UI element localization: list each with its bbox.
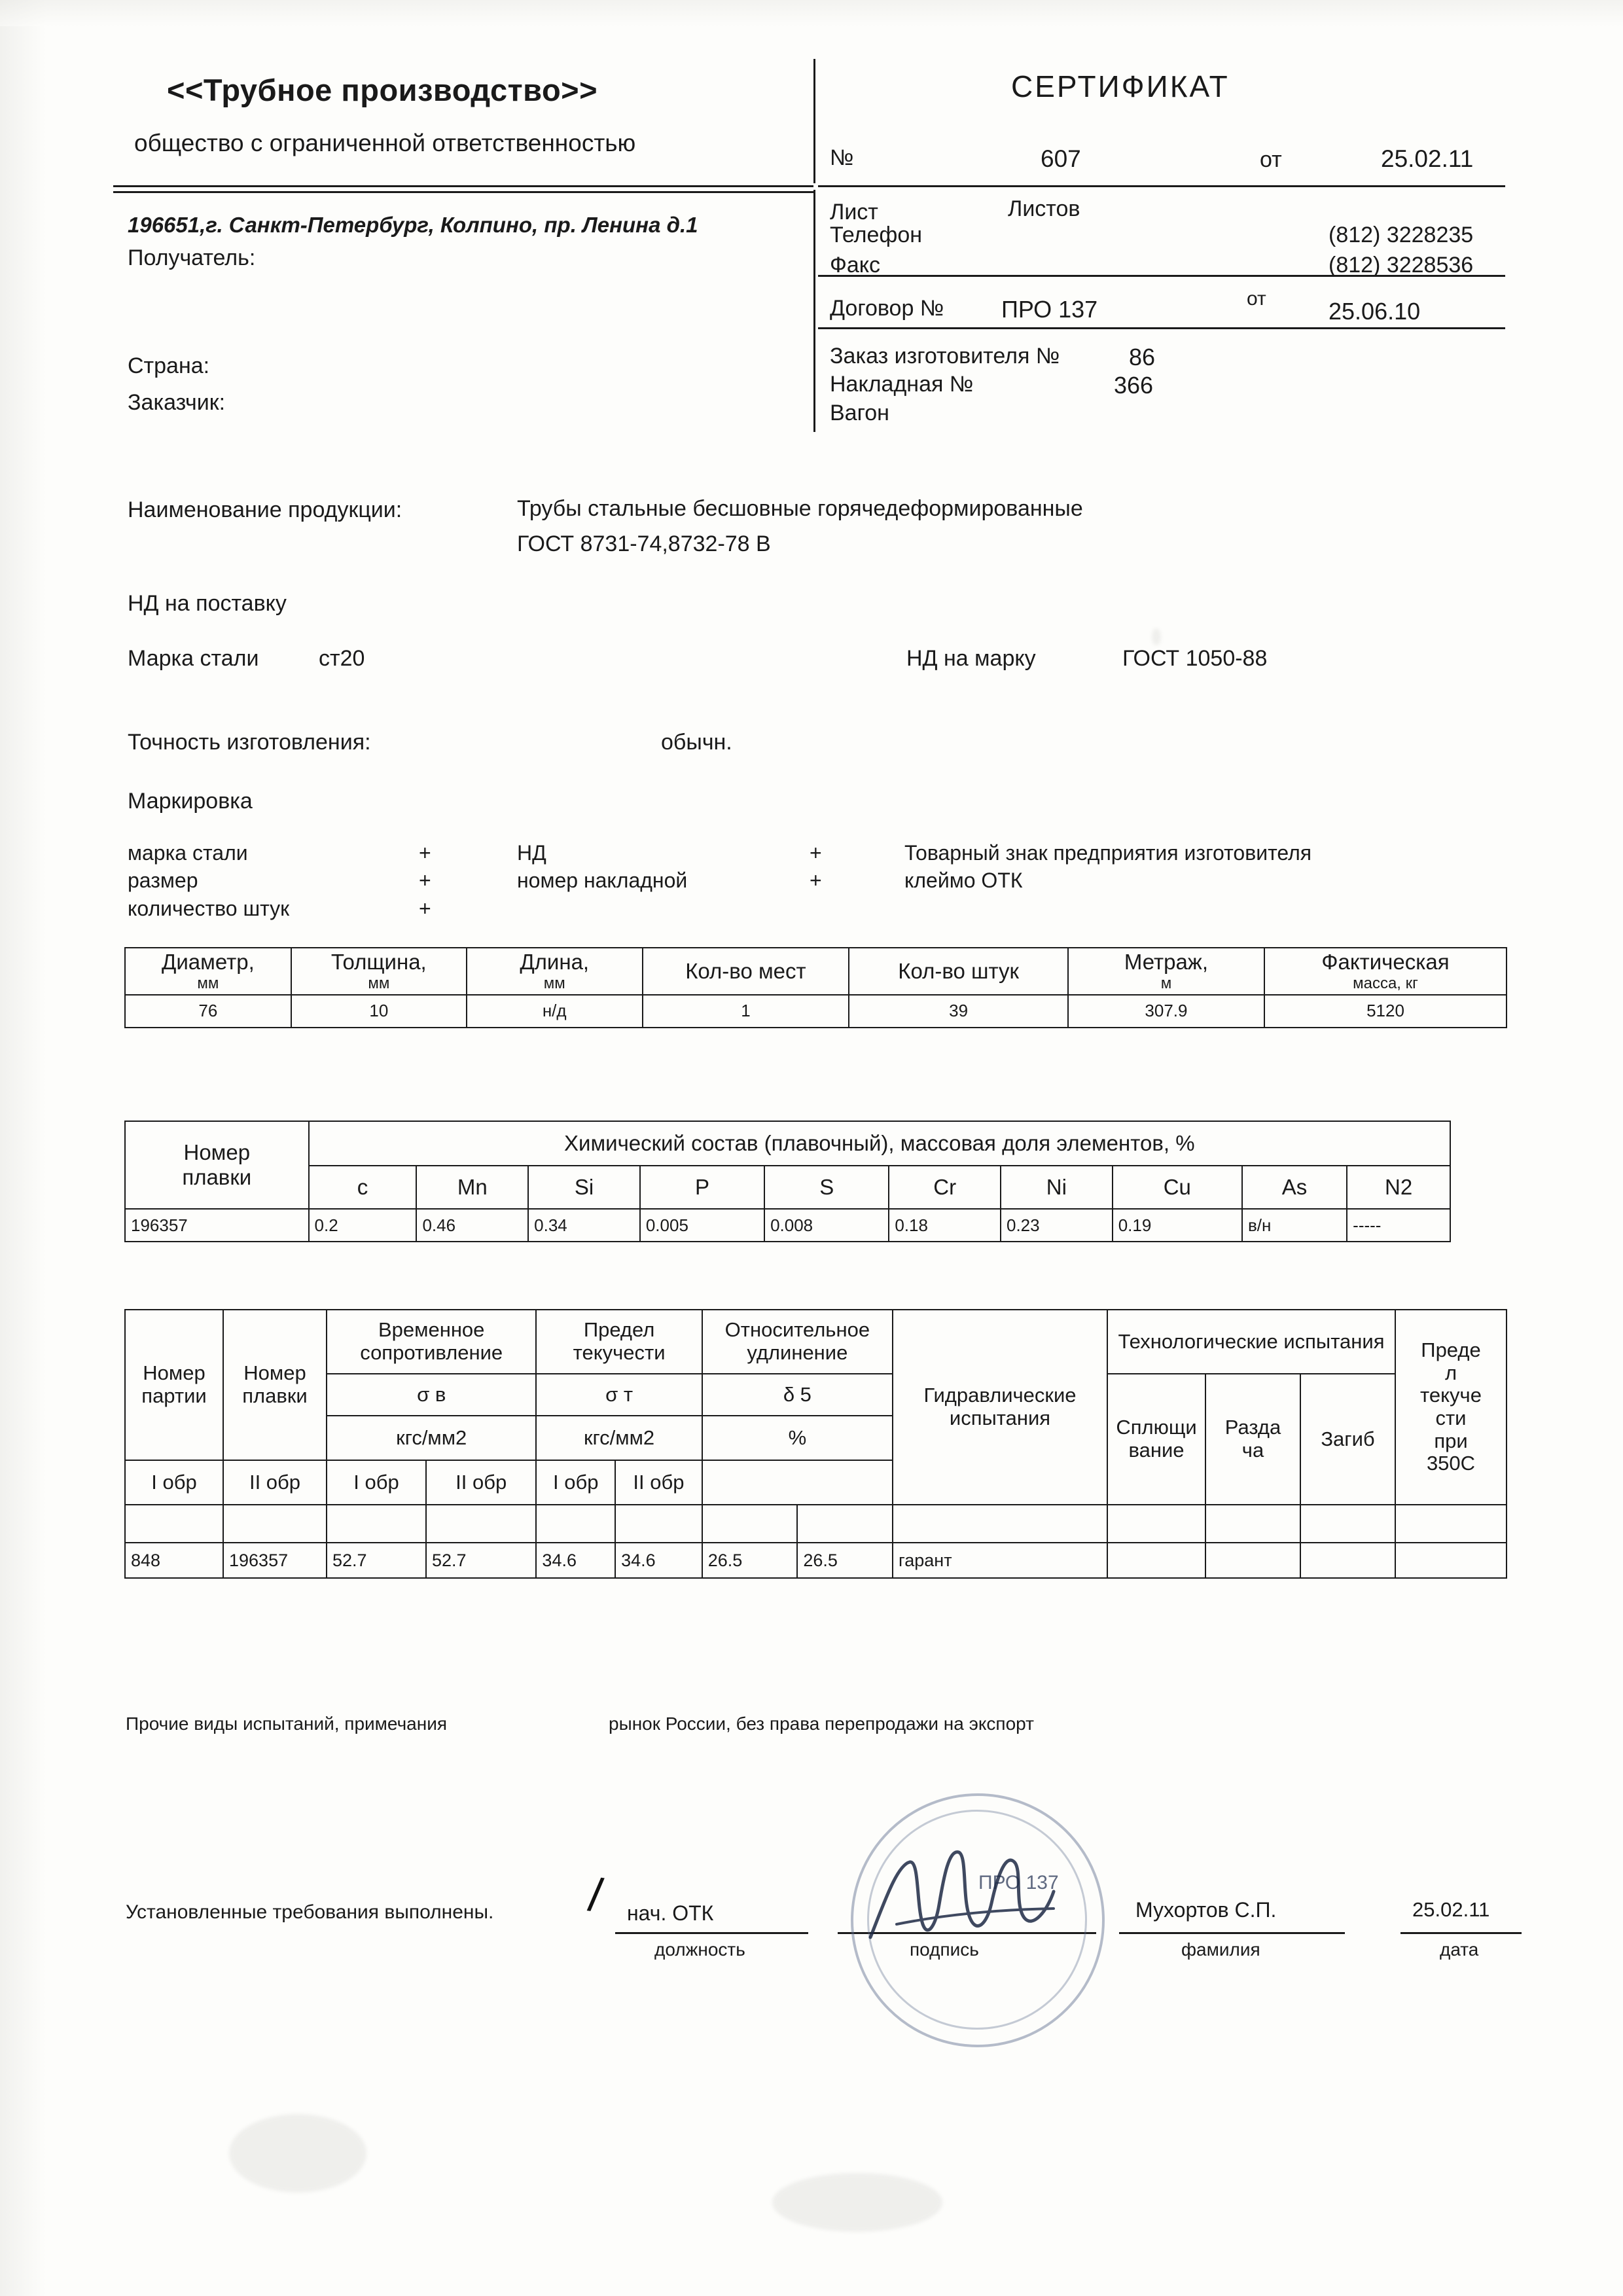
table-header-row (125, 948, 1507, 995)
date-rule (1400, 1932, 1522, 1934)
col-elongation (702, 1310, 893, 1374)
col-yield350-line3: текуче (1420, 1384, 1482, 1407)
blank-cell-10 (1107, 1505, 1205, 1543)
cell-expansion (1205, 1543, 1300, 1578)
yield-spec2: II обр (426, 1460, 536, 1505)
cell-c: 0.2 (309, 1209, 417, 1242)
col-flattening-line1: Сплющи (1116, 1416, 1197, 1439)
steel-grade-label: Марка стали (128, 646, 259, 671)
cell-n2: ----- (1347, 1209, 1450, 1242)
waybill-label: Накладная № (830, 372, 974, 397)
cell-cu: 0.19 (1113, 1209, 1242, 1242)
cell-yield-1: 34.6 (536, 1543, 615, 1578)
steel-grade-value: ст20 (319, 646, 365, 671)
cell-p: 0.005 (640, 1209, 764, 1242)
elongation-spec2: II обр (615, 1460, 702, 1505)
phone-label: Телефон (830, 223, 923, 247)
marking-row2-check2: + (810, 869, 822, 892)
col-length-title: Длина, (520, 950, 590, 974)
col-expansion-line1: Разда (1224, 1416, 1281, 1439)
col-element-as: As (1242, 1166, 1347, 1209)
col-yield-line1: Предел (583, 1318, 655, 1342)
marking-row1-item3: Товарный знак предприятия изготовителя (904, 841, 1312, 865)
tensile-unit: кгс/мм2 (327, 1416, 536, 1460)
col-technological-tests: Технологические испытания (1107, 1310, 1395, 1374)
waybill-value: 366 (1114, 372, 1154, 399)
certificate-number-value: 607 (1041, 145, 1081, 172)
col-tensile-line2: сопротивление (360, 1341, 503, 1364)
contract-date-value: 25.06.10 (1329, 298, 1421, 325)
surname-value: Мухортов С.П. (1135, 1898, 1277, 1922)
marking-label: Маркировка (128, 789, 253, 814)
manufacturer-order-value: 86 (1129, 344, 1156, 370)
cell-elongation-1: 26.5 (702, 1543, 798, 1578)
col-yield350-line5: при (1434, 1429, 1468, 1452)
col-diameter (125, 948, 291, 995)
position-label: должность (654, 1939, 745, 1960)
tensile-spec2: II обр (223, 1460, 327, 1505)
product-name-line2: ГОСТ 8731-74,8732-78 В (517, 531, 771, 556)
stamp-text: ПРО 137 (978, 1872, 1059, 1893)
col-yield350-line4: сти (1435, 1407, 1467, 1429)
col-places (643, 948, 849, 995)
fax-label: Факс (830, 253, 881, 278)
cell-yield-350 (1395, 1543, 1507, 1578)
col-hydraulic-line2: испытания (949, 1407, 1051, 1429)
marking-row1-check1: + (419, 841, 431, 865)
col-party-number-line2: партии (141, 1384, 207, 1407)
cell-si: 0.34 (528, 1209, 640, 1242)
col-party-number-line1: Номер (143, 1361, 205, 1385)
col-element-ni: Ni (1001, 1166, 1113, 1209)
blank-cell-6 (615, 1505, 702, 1543)
col-places-title: Кол-во мест (685, 958, 806, 983)
col-expansion-line2: ча (1241, 1439, 1264, 1462)
surname-rule (1119, 1932, 1345, 1934)
cell-ni: 0.23 (1001, 1209, 1113, 1242)
cell-heat-number: 196357 (125, 1209, 309, 1242)
col-hydraulic-line1: Гидравлические (923, 1384, 1077, 1407)
col-element-cr: Cr (889, 1166, 1001, 1209)
col-thickness-unit: мм (368, 974, 390, 992)
marking-row3-item: количество штук (128, 897, 290, 920)
product-name-label: Наименование продукции: (128, 497, 402, 522)
certificate-title: СЕРТИФИКАТ (1011, 69, 1230, 103)
col-element-mn: Mn (416, 1166, 528, 1209)
signature-date-value: 25.02.11 (1412, 1898, 1490, 1921)
marking-row2-item: размер (128, 869, 198, 892)
col-pieces-title: Кол-во штук (898, 958, 1019, 983)
col-element-p: P (640, 1166, 764, 1209)
header-rule-right-3 (818, 327, 1505, 329)
scan-smudge-3 (772, 2173, 942, 2232)
col-flattening (1107, 1374, 1205, 1505)
col-diameter-title: Диаметр, (162, 950, 255, 974)
chemical-title: Химический состав (плавочный), массовая доля элементов, % (309, 1121, 1450, 1166)
cell-s: 0.008 (764, 1209, 889, 1242)
cell-length: н/д (467, 995, 643, 1028)
scan-smudge-1 (1152, 628, 1161, 645)
col-heat-number (125, 1121, 309, 1209)
nd-supply-label: НД на поставку (128, 591, 287, 616)
yield-unit: кгс/мм2 (536, 1416, 702, 1460)
elongation-spec1: I обр (536, 1460, 615, 1505)
blank-cell-9 (893, 1505, 1107, 1543)
col-actual-mass (1264, 948, 1507, 995)
marking-row2-item3: клеймо ОТК (904, 869, 1023, 892)
certificate-date-prefix: от (1260, 147, 1282, 172)
table-header-row-1 (125, 1310, 1507, 1374)
col-meterage (1068, 948, 1264, 995)
tensile-spec1: I обр (125, 1460, 223, 1505)
col-diameter-unit: мм (197, 974, 219, 992)
col-expansion (1205, 1374, 1300, 1505)
fax-value: (812) 3228536 (1329, 253, 1474, 278)
col-bend: Загиб (1300, 1374, 1395, 1505)
cell-pieces: 39 (849, 995, 1068, 1028)
col-tensile-line1: Временное (378, 1318, 485, 1342)
col-element-si: Si (528, 1166, 640, 1209)
col-length-unit: мм (543, 974, 565, 992)
product-name-line1: Трубы стальные бесшовные горячедеформированные (517, 496, 1083, 521)
nd-grade-value: ГОСТ 1050-88 (1122, 646, 1268, 671)
precision-label: Точность изготовления: (128, 730, 371, 755)
position-value: нач. ОТК (627, 1901, 714, 1925)
col-yield-line2: текучести (573, 1341, 666, 1364)
surname-label: фамилия (1181, 1939, 1260, 1960)
table-header-row-2 (125, 1374, 1507, 1416)
marking-row2-check1: + (419, 869, 431, 892)
phone-value: (812) 3228235 (1329, 223, 1474, 247)
blank-cell-13 (1395, 1505, 1507, 1543)
col-heat-number-line1: Номер (183, 1140, 251, 1164)
col-pieces (849, 948, 1068, 995)
col-element-c: c (309, 1166, 417, 1209)
col-elongation-line1: Относительное (724, 1318, 870, 1342)
col-yield-strength (536, 1310, 702, 1374)
cell-bend (1300, 1543, 1395, 1578)
col-element-cu: Cu (1113, 1166, 1242, 1209)
col-element-s: S (764, 1166, 889, 1209)
table-blank-row (125, 1505, 1507, 1543)
cell-as: в/н (1242, 1209, 1347, 1242)
company-address: 196651,г. Санкт-Петербург, Колпино, пр. Ленина д.1 (128, 213, 698, 237)
col-hydraulic-tests (893, 1310, 1107, 1505)
signature-slash-mark: / (585, 1868, 606, 1923)
company-legal-form: общество с ограниченной ответственностью (134, 130, 636, 156)
cell-party-number: 848 (125, 1543, 223, 1578)
certificate-number-label: № (830, 145, 854, 170)
other-tests-value: рынок России, без права перепродажи на экспорт (609, 1713, 1034, 1734)
dimensions-table (124, 947, 1507, 1028)
blank-cell-12 (1300, 1505, 1395, 1543)
col-element-n2: N2 (1347, 1166, 1450, 1209)
signature-label: подпись (910, 1939, 979, 1960)
cell-mn: 0.46 (416, 1209, 528, 1242)
table-header-row (125, 1121, 1450, 1166)
nd-grade-label: НД на марку (906, 646, 1036, 671)
col-yield350-line1: Преде (1421, 1338, 1481, 1361)
table-row (125, 1543, 1507, 1578)
precision-value: обычн. (661, 730, 732, 755)
col-heat-number-line1: Номер (243, 1361, 306, 1385)
col-heat-number-line2: плавки (242, 1384, 308, 1407)
mechanical-tests-table (124, 1309, 1507, 1579)
cell-tensile-1: 52.7 (327, 1543, 426, 1578)
col-yield350-line6: 350С (1426, 1452, 1476, 1475)
blank-cell-3 (327, 1505, 426, 1543)
col-heat-number-line2: плавки (182, 1165, 252, 1189)
certificate-date-value: 25.02.11 (1381, 145, 1474, 172)
marking-row3-check1: + (419, 897, 431, 920)
company-name: <<Трубное производство>> (167, 73, 598, 107)
blank-cell-2 (223, 1505, 327, 1543)
col-thickness (291, 948, 467, 995)
header-rule-left-1 (113, 185, 813, 187)
col-meterage-title: Метраж, (1124, 950, 1209, 974)
table-row (125, 995, 1507, 1028)
yield-symbol: σ т (536, 1374, 702, 1416)
marking-row1-check2: + (810, 841, 822, 865)
scan-smudge-2 (229, 2114, 366, 2193)
col-thickness-title: Толщина, (330, 950, 427, 974)
col-heat-number (223, 1310, 327, 1460)
cell-diameter: 76 (125, 995, 291, 1028)
contract-date-prefix: от (1247, 288, 1266, 310)
position-rule (615, 1932, 808, 1934)
header-divider-vertical-top (813, 59, 815, 183)
blank-cell-8 (797, 1505, 893, 1543)
cell-cr: 0.18 (889, 1209, 1001, 1242)
col-yield350-line2: л (1444, 1361, 1457, 1384)
elongation-unit: % (702, 1416, 893, 1460)
blank-cell-1 (125, 1505, 223, 1543)
elongation-symbol: δ 5 (702, 1374, 893, 1416)
contract-value: ПРО 137 (1001, 296, 1098, 323)
col-tensile-strength (327, 1310, 536, 1374)
marking-row1-item: марка стали (128, 841, 248, 865)
col-meterage-unit: м (1160, 974, 1172, 992)
cell-heat-number: 196357 (223, 1543, 327, 1578)
cell-actual-mass: 5120 (1264, 995, 1507, 1028)
col-party-number (125, 1310, 223, 1460)
tensile-symbol: σ в (327, 1374, 536, 1416)
marking-row1-item2: НД (517, 841, 546, 865)
cell-places: 1 (643, 995, 849, 1028)
requirements-met-text: Установленные требования выполнены. (126, 1901, 494, 1923)
col-flattening-line2: вание (1128, 1439, 1185, 1462)
cell-flattening (1107, 1543, 1205, 1578)
cell-elongation-2: 26.5 (797, 1543, 893, 1578)
yield-spec1: I обр (327, 1460, 426, 1505)
manufacturer-order-label: Заказ изготовителя № (830, 344, 1060, 368)
cell-tensile-2: 52.7 (426, 1543, 536, 1578)
chemical-composition-table (124, 1121, 1451, 1242)
col-elongation-line2: удлинение (747, 1341, 848, 1364)
cell-hydraulic: гарант (893, 1543, 1107, 1578)
customer-label: Заказчик: (128, 390, 226, 415)
country-label: Страна: (128, 353, 210, 378)
header-divider-vertical-mid (813, 190, 815, 432)
table-row (125, 1209, 1450, 1242)
sheets-total-label: Листов (1008, 196, 1080, 221)
sheet-label: Лист (830, 200, 878, 224)
cell-yield-2: 34.6 (615, 1543, 702, 1578)
col-actual-mass-title: Фактическая (1321, 950, 1450, 974)
blank-cell-5 (536, 1505, 615, 1543)
blank-cell-4 (426, 1505, 536, 1543)
recipient-label: Получатель: (128, 245, 256, 270)
col-length (467, 948, 643, 995)
marking-row2-item2: номер накладной (517, 869, 688, 892)
cell-thickness: 10 (291, 995, 467, 1028)
blank-cell-7 (702, 1505, 798, 1543)
col-actual-mass-unit: масса, кг (1353, 974, 1418, 992)
table-subheader-row (125, 1166, 1450, 1209)
date-label: дата (1440, 1939, 1479, 1960)
wagon-label: Вагон (830, 401, 889, 425)
other-tests-label: Прочие виды испытаний, примечания (126, 1713, 447, 1734)
cell-meterage: 307.9 (1068, 995, 1264, 1028)
header-rule-left-2 (113, 191, 813, 193)
col-yield-at-350 (1395, 1310, 1507, 1505)
handwritten-signature (857, 1826, 1080, 1957)
contract-label: Договор № (830, 296, 944, 321)
header-rule-right-1 (818, 185, 1505, 187)
blank-cell-11 (1205, 1505, 1300, 1543)
